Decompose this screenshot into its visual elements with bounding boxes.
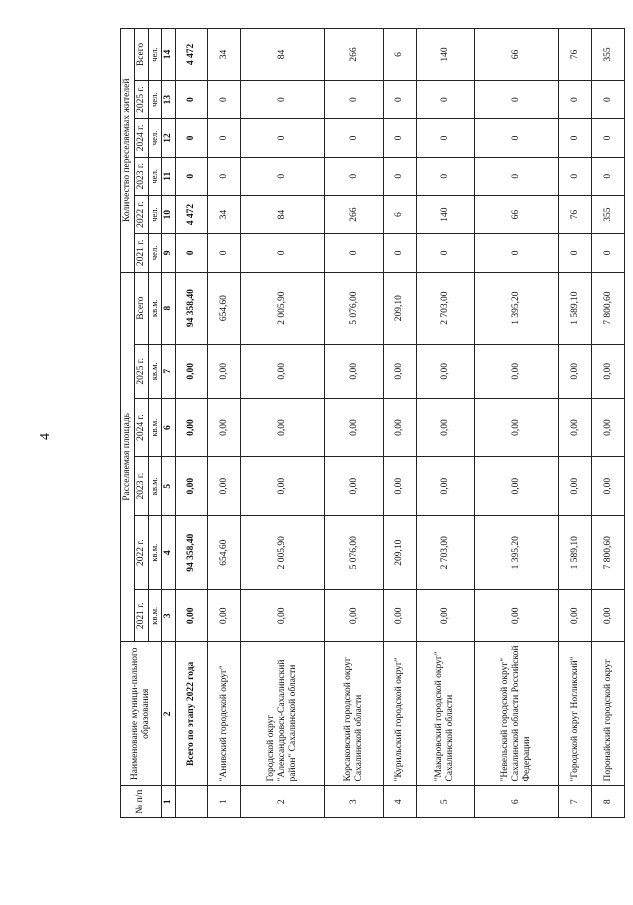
- header-area-year: 2024 г.: [134, 398, 148, 457]
- area-cell: 1 589,10: [559, 272, 592, 344]
- column-number: 12: [161, 119, 175, 157]
- unit-cell: кв.м.: [148, 457, 161, 516]
- area-cell: 0,00: [383, 457, 416, 516]
- people-cell: 0: [416, 157, 475, 195]
- people-cell: 84: [241, 195, 325, 233]
- header-area-year: 2021 г.: [134, 590, 148, 642]
- people-cell: 0: [208, 234, 241, 272]
- unit-cell: кв.м.: [148, 398, 161, 457]
- area-cell: 0,00: [241, 590, 325, 642]
- total-label: Всего по этапу 2022 года: [175, 642, 208, 786]
- area-cell: 0,00: [559, 398, 592, 457]
- area-cell: 0,00: [325, 344, 384, 398]
- people-cell: 0: [559, 119, 592, 157]
- area-cell: 5 076,00: [325, 516, 384, 590]
- row-name: "Анивский городской округ": [208, 642, 241, 786]
- area-cell: 0,00: [208, 344, 241, 398]
- row-no: 7: [559, 786, 592, 818]
- people-cell: 355: [592, 195, 625, 233]
- header-people-year: 2023 г.: [134, 157, 148, 195]
- people-cell: 0: [241, 157, 325, 195]
- people-cell: 0: [325, 119, 384, 157]
- area-cell: 0,00: [475, 457, 559, 516]
- people-cell: 0: [416, 119, 475, 157]
- people-cell: 0: [325, 234, 384, 272]
- people-cell: 66: [475, 195, 559, 233]
- row-no: 8: [592, 786, 625, 818]
- people-cell: 0: [559, 80, 592, 118]
- area-cell: 209,10: [383, 516, 416, 590]
- row-name: "Курильский городской округ": [383, 642, 416, 786]
- people-cell: 34: [208, 195, 241, 233]
- header-name: Наименование муници-пального образования: [121, 642, 162, 786]
- people-cell: 0: [559, 157, 592, 195]
- header-people-year: 2024 г.: [134, 119, 148, 157]
- area-cell: 0,00: [416, 590, 475, 642]
- total-row: [175, 29, 208, 818]
- area-cell: 0,00: [241, 457, 325, 516]
- table-row: [383, 29, 416, 818]
- area-cell: 2 703,00: [416, 272, 475, 344]
- unit-cell: чел.: [148, 119, 161, 157]
- area-cell: 0,00: [416, 398, 475, 457]
- column-number: 3: [161, 590, 175, 642]
- row-name: Поронайский городской округ: [592, 642, 625, 786]
- people-cell: 0: [241, 119, 325, 157]
- unit-cell: кв.м.: [148, 344, 161, 398]
- column-number: 9: [161, 234, 175, 272]
- unit-cell: кв.м.: [148, 272, 161, 344]
- total-area-cell: 94 358,40: [175, 272, 208, 344]
- row-name: Городской округ "Александровск-Сахалинский район" Сахалинской области: [241, 642, 325, 786]
- resettlement-table-wrapper: [120, 28, 625, 818]
- people-cell: 0: [208, 80, 241, 118]
- header-area-year: 2025 г.: [134, 344, 148, 398]
- people-cell: 0: [383, 80, 416, 118]
- area-cell: 0,00: [416, 457, 475, 516]
- table-row: [241, 29, 325, 818]
- people-cell: 0: [325, 80, 384, 118]
- area-cell: 654,60: [208, 516, 241, 590]
- area-cell: 2 005,90: [241, 516, 325, 590]
- total-people-cell: 4 472: [175, 195, 208, 233]
- header-area-total: Всего: [134, 272, 148, 344]
- column-number: 4: [161, 516, 175, 590]
- area-cell: 0,00: [475, 398, 559, 457]
- header-people-total: Всего: [134, 29, 148, 81]
- area-cell: 0,00: [592, 344, 625, 398]
- people-cell: 76: [559, 29, 592, 81]
- area-cell: 0,00: [241, 344, 325, 398]
- people-cell: 0: [416, 234, 475, 272]
- people-cell: 0: [208, 119, 241, 157]
- people-cell: 0: [241, 80, 325, 118]
- column-number: 8: [161, 272, 175, 344]
- row-no: 2: [241, 786, 325, 818]
- row-no: 4: [383, 786, 416, 818]
- row-name: "Городской округ Ногликский": [559, 642, 592, 786]
- people-cell: 0: [592, 80, 625, 118]
- area-cell: 0,00: [559, 457, 592, 516]
- people-cell: 76: [559, 195, 592, 233]
- area-cell: 0,00: [592, 398, 625, 457]
- area-cell: 0,00: [592, 590, 625, 642]
- total-people-cell: 4 472: [175, 29, 208, 81]
- table-row: [416, 29, 475, 818]
- people-cell: 0: [592, 234, 625, 272]
- people-cell: 0: [475, 234, 559, 272]
- row-no: 1: [208, 786, 241, 818]
- area-cell: 0,00: [325, 590, 384, 642]
- resettlement-table: [120, 28, 625, 818]
- people-cell: 140: [416, 29, 475, 81]
- header-people-year: 2025 г.: [134, 80, 148, 118]
- people-cell: 0: [416, 80, 475, 118]
- table-row: [559, 29, 592, 818]
- total-area-cell: 0,00: [175, 457, 208, 516]
- total-area-cell: 0,00: [175, 398, 208, 457]
- area-cell: 2 703,00: [416, 516, 475, 590]
- total-people-cell: 0: [175, 80, 208, 118]
- people-cell: 34: [208, 29, 241, 81]
- people-cell: 0: [383, 234, 416, 272]
- column-number: 5: [161, 457, 175, 516]
- people-cell: 0: [208, 157, 241, 195]
- area-cell: 0,00: [475, 344, 559, 398]
- total-people-cell: 0: [175, 119, 208, 157]
- people-cell: 0: [383, 119, 416, 157]
- area-cell: 0,00: [383, 398, 416, 457]
- header-row-column-numbers: [161, 29, 175, 818]
- unit-cell: чел.: [148, 234, 161, 272]
- area-cell: 2 005,90: [241, 272, 325, 344]
- column-number: 7: [161, 344, 175, 398]
- people-cell: 0: [475, 157, 559, 195]
- area-cell: 0,00: [208, 457, 241, 516]
- people-cell: 0: [475, 119, 559, 157]
- area-cell: 0,00: [383, 590, 416, 642]
- people-cell: 0: [325, 157, 384, 195]
- column-number: 11: [161, 157, 175, 195]
- header-people-group: Количество переселяемых жителей: [121, 29, 135, 273]
- header-area-group: Расселяемая площадь: [121, 272, 135, 642]
- total-people-cell: 0: [175, 157, 208, 195]
- unit-cell: чел.: [148, 80, 161, 118]
- unit-cell: чел.: [148, 157, 161, 195]
- area-cell: 1 395,20: [475, 272, 559, 344]
- people-cell: 266: [325, 29, 384, 81]
- area-cell: 0,00: [475, 590, 559, 642]
- area-cell: 0,00: [559, 344, 592, 398]
- row-name: Корсаковский городской округ Сахалинской области: [325, 642, 384, 786]
- unit-cell: кв.м.: [148, 590, 161, 642]
- people-cell: 0: [383, 157, 416, 195]
- column-number: 2: [161, 642, 175, 786]
- area-cell: 654,60: [208, 272, 241, 344]
- people-cell: 0: [241, 234, 325, 272]
- header-people-year: 2022 г.: [134, 195, 148, 233]
- header-no: № п/п: [121, 786, 162, 818]
- area-cell: 0,00: [325, 398, 384, 457]
- unit-cell: чел.: [148, 195, 161, 233]
- area-cell: 1 395,20: [475, 516, 559, 590]
- area-cell: 0,00: [559, 590, 592, 642]
- unit-cell: кв.м.: [148, 516, 161, 590]
- people-cell: 0: [592, 119, 625, 157]
- people-cell: 6: [383, 195, 416, 233]
- people-cell: 0: [592, 157, 625, 195]
- people-cell: 84: [241, 29, 325, 81]
- header-people-year: 2021 г.: [134, 234, 148, 272]
- area-cell: 0,00: [416, 344, 475, 398]
- area-cell: 7 800,60: [592, 516, 625, 590]
- row-name: "Невельский городской округ" Сахалинской области Российской Федерации: [475, 642, 559, 786]
- page-number: 4: [38, 433, 53, 440]
- people-cell: 0: [475, 80, 559, 118]
- people-cell: 140: [416, 195, 475, 233]
- people-cell: 266: [325, 195, 384, 233]
- total-area-cell: 94 358,40: [175, 516, 208, 590]
- header-row-1: [121, 29, 135, 818]
- table-row: [325, 29, 384, 818]
- area-cell: 0,00: [208, 590, 241, 642]
- table-row: [592, 29, 625, 818]
- column-number: 13: [161, 80, 175, 118]
- people-cell: 66: [475, 29, 559, 81]
- column-number: 1: [161, 786, 175, 818]
- people-cell: 0: [559, 234, 592, 272]
- area-cell: 0,00: [383, 344, 416, 398]
- area-cell: 209,10: [383, 272, 416, 344]
- area-cell: 7 800,60: [592, 272, 625, 344]
- row-name: "Макаровский городской округ" Сахалинской области: [416, 642, 475, 786]
- table-row: [475, 29, 559, 818]
- total-no: [175, 786, 208, 818]
- row-no: 6: [475, 786, 559, 818]
- column-number: 10: [161, 195, 175, 233]
- total-people-cell: 0: [175, 234, 208, 272]
- header-area-year: 2023 г.: [134, 457, 148, 516]
- table-row: [208, 29, 241, 818]
- area-cell: 0,00: [325, 457, 384, 516]
- area-cell: 0,00: [208, 398, 241, 457]
- header-area-year: 2022 г.: [134, 516, 148, 590]
- people-cell: 355: [592, 29, 625, 81]
- unit-cell: чел.: [148, 29, 161, 81]
- area-cell: 1 589,10: [559, 516, 592, 590]
- row-no: 5: [416, 786, 475, 818]
- area-cell: 0,00: [592, 457, 625, 516]
- people-cell: 6: [383, 29, 416, 81]
- total-area-cell: 0,00: [175, 344, 208, 398]
- total-area-cell: 0,00: [175, 590, 208, 642]
- area-cell: 5 076,00: [325, 272, 384, 344]
- column-number: 6: [161, 398, 175, 457]
- area-cell: 0,00: [241, 398, 325, 457]
- row-no: 3: [325, 786, 384, 818]
- column-number: 14: [161, 29, 175, 81]
